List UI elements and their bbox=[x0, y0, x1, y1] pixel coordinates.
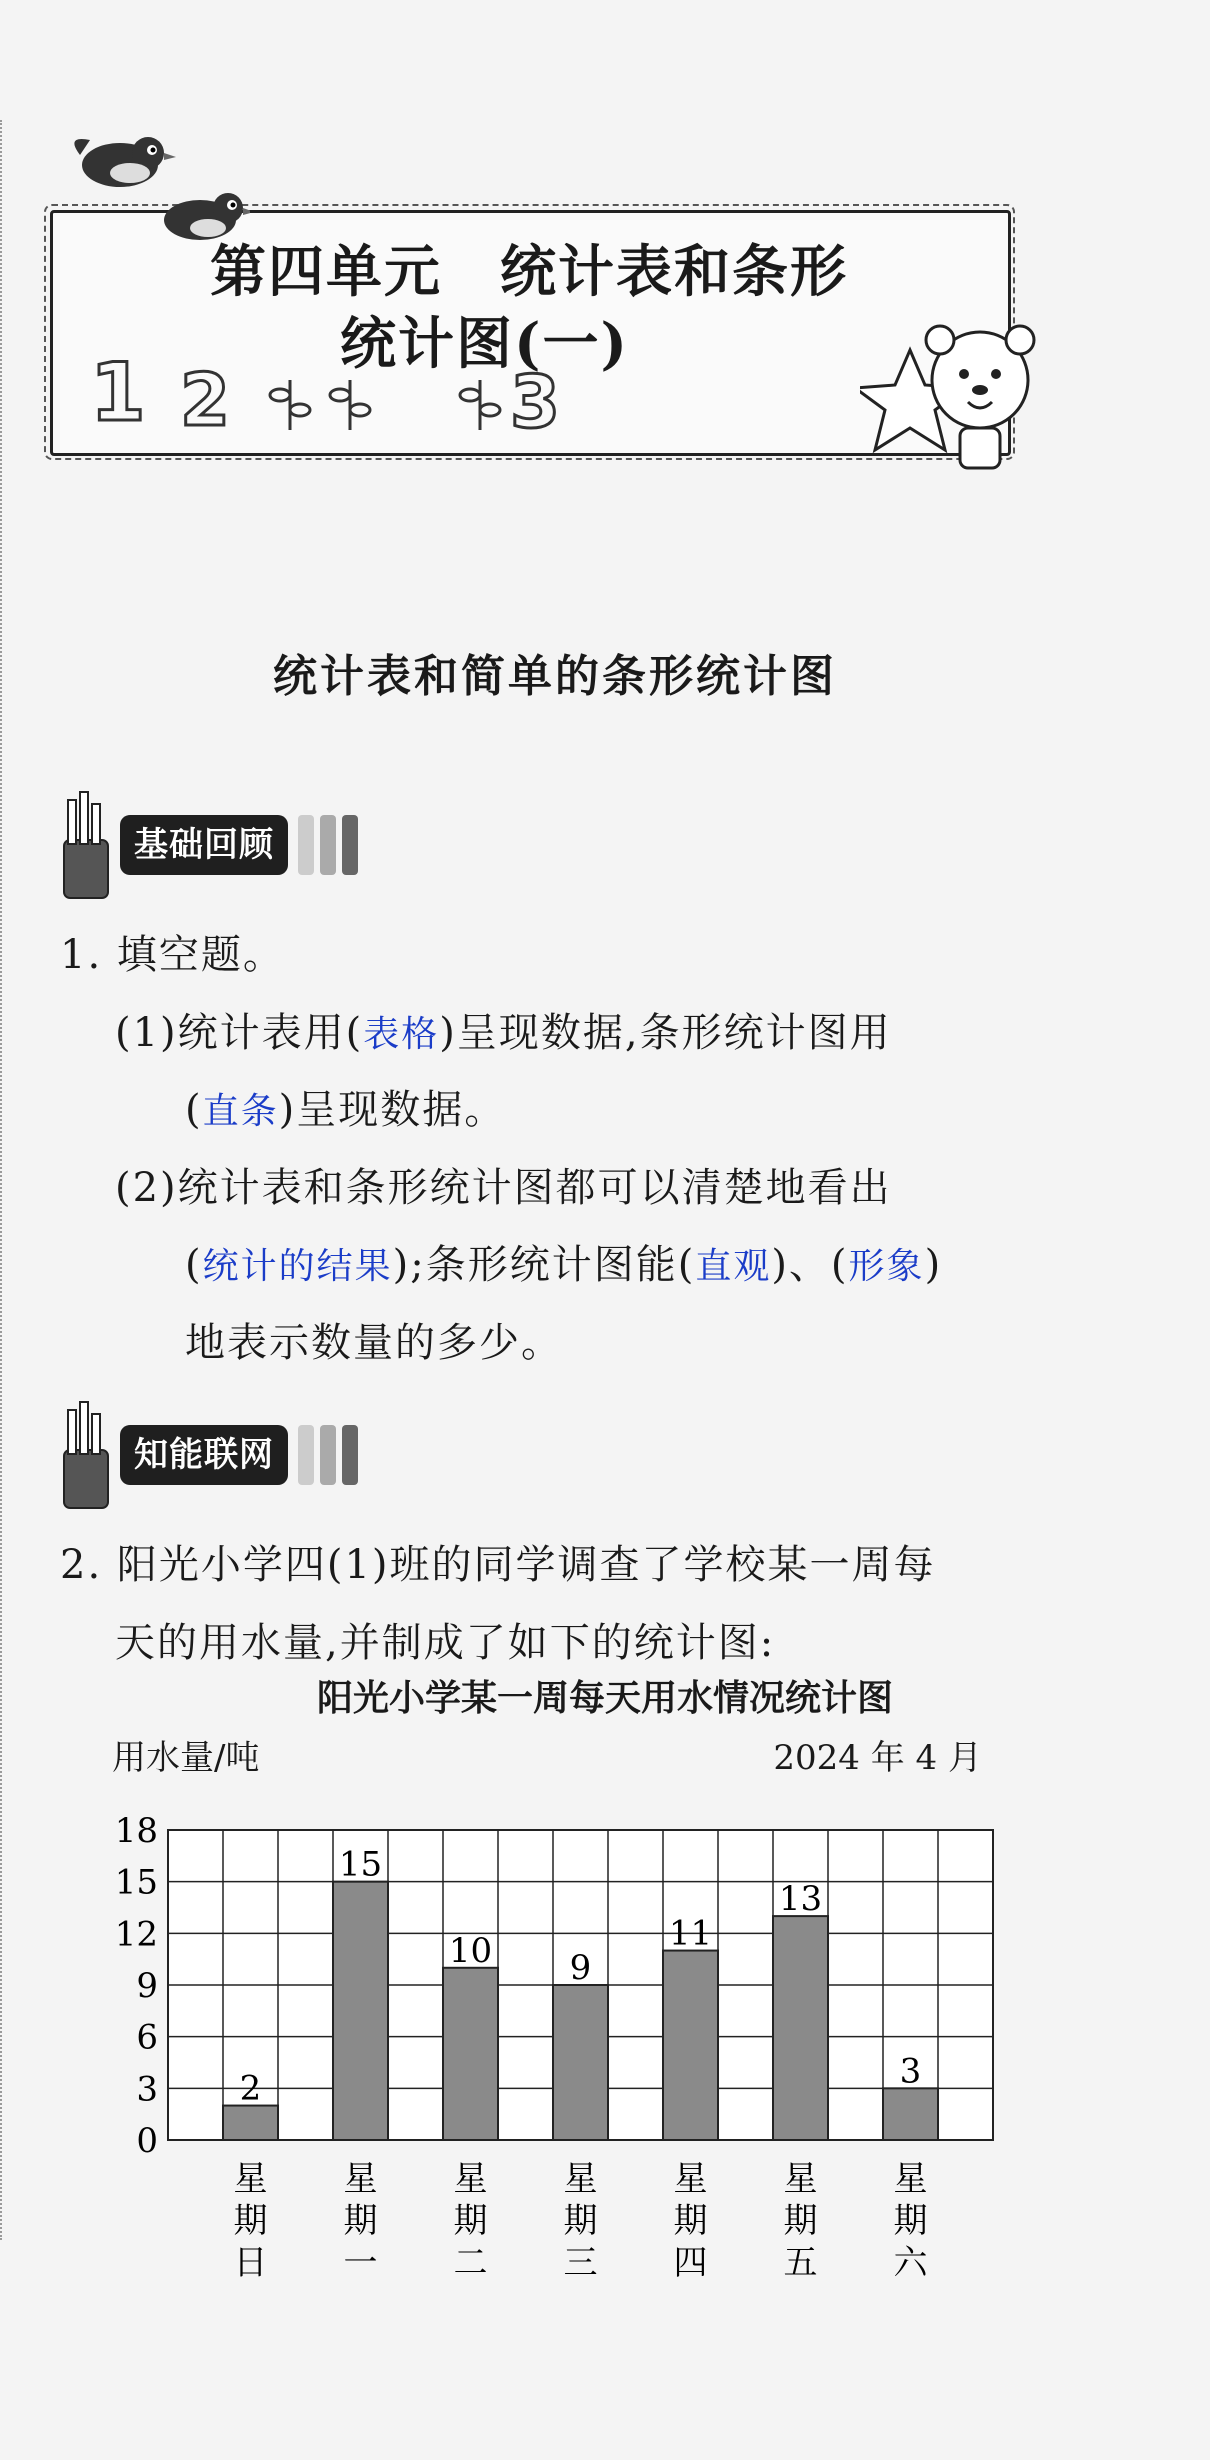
x-tick-label: 六 bbox=[893, 2243, 928, 2280]
bar bbox=[663, 1951, 718, 2140]
chart-title: 阳光小学某一周每天用水情况统计图 bbox=[316, 1678, 893, 1719]
bar bbox=[223, 2106, 278, 2140]
x-tick-label: 期 bbox=[233, 2201, 268, 2241]
page-fold-line bbox=[0, 120, 4, 2240]
x-tick-label: 期 bbox=[343, 2201, 378, 2241]
bar bbox=[553, 1985, 608, 2140]
answer: 直观 bbox=[695, 1246, 772, 1287]
x-tick-label: 星 bbox=[563, 2159, 598, 2199]
bar bbox=[443, 1968, 498, 2140]
answer: 直条 bbox=[202, 1091, 279, 1132]
review-badge bbox=[58, 790, 388, 900]
section-title: 统计表和简单的条形统计图 bbox=[273, 651, 837, 702]
pencil-cup-icon bbox=[58, 1400, 118, 1510]
badge-label: 知能联网 bbox=[120, 1425, 288, 1485]
bar-value-label: 15 bbox=[338, 1844, 383, 1885]
q1-part2-line3: 地表示数量的多少。 bbox=[185, 1320, 563, 1366]
y-tick-label: 3 bbox=[136, 2069, 158, 2110]
x-tick-label: 期 bbox=[893, 2201, 928, 2241]
q1-intro: 1. 填空题。 bbox=[60, 932, 285, 978]
x-tick-label: 三 bbox=[563, 2243, 598, 2280]
x-tick-label: 四 bbox=[673, 2243, 708, 2280]
bar bbox=[773, 1916, 828, 2140]
y-tick-label: 0 bbox=[136, 2121, 158, 2161]
network-badge bbox=[58, 1400, 388, 1510]
bar-value-label: 11 bbox=[668, 1913, 713, 1954]
q1-part1-line2: (直条)呈现数据。 bbox=[185, 1087, 507, 1133]
y-tick-label: 12 bbox=[114, 1914, 158, 1955]
y-tick-label: 9 bbox=[136, 1966, 158, 2006]
x-tick-label: 星 bbox=[673, 2159, 708, 2199]
svg-text:3: 3 bbox=[510, 360, 561, 435]
y-tick-label: 6 bbox=[136, 2017, 158, 2058]
svg-text:2: 2 bbox=[180, 358, 231, 435]
unit-title-line1: 第四单元 统计表和条形 bbox=[210, 239, 848, 305]
x-tick-label: 期 bbox=[563, 2201, 598, 2241]
bar-value-label: 13 bbox=[778, 1879, 823, 1920]
bar-value-label: 10 bbox=[448, 1930, 493, 1971]
x-tick-label: 五 bbox=[783, 2243, 818, 2280]
bird-icon bbox=[74, 137, 176, 187]
q1-part2-line1: (2)统计表和条形统计图都可以清楚地看出 bbox=[115, 1165, 892, 1211]
y-axis-label: 用水量/吨 bbox=[112, 1738, 260, 1778]
sprout-icon bbox=[270, 380, 500, 430]
x-tick-label: 星 bbox=[343, 2159, 378, 2199]
x-tick-label: 期 bbox=[673, 2201, 708, 2241]
answer: 形象 bbox=[848, 1246, 925, 1287]
y-tick-label: 15 bbox=[114, 1862, 158, 1903]
x-tick-label: 星 bbox=[783, 2159, 818, 2199]
bar bbox=[333, 1882, 388, 2140]
x-tick-label: 期 bbox=[453, 2201, 488, 2241]
badge-label: 基础回顾 bbox=[120, 815, 288, 875]
x-tick-label: 星 bbox=[453, 2159, 488, 2199]
q2-line2: 天的用水量,并制成了如下的统计图: bbox=[115, 1620, 776, 1666]
bar-value-label: 9 bbox=[569, 1948, 592, 1988]
x-tick-label: 期 bbox=[783, 2201, 818, 2241]
numbers-decoration bbox=[80, 355, 620, 435]
q1-part1-line1: (1)统计表用(表格)呈现数据,条形统计图用 bbox=[115, 1010, 892, 1056]
x-tick-label: 一 bbox=[343, 2243, 378, 2280]
x-tick-label: 二 bbox=[453, 2243, 488, 2280]
stripe-decoration bbox=[298, 1425, 378, 1485]
x-tick-label: 星 bbox=[233, 2159, 268, 2199]
x-tick-label: 日 bbox=[233, 2243, 268, 2280]
svg-text:1: 1 bbox=[90, 355, 146, 435]
unit-title-line2: 统计图(一) bbox=[340, 311, 629, 377]
bar bbox=[883, 2088, 938, 2140]
answer: 统计的结果 bbox=[202, 1246, 393, 1287]
y-tick-label: 18 bbox=[114, 1811, 158, 1851]
date-note: 2024 年 4 月 bbox=[773, 1738, 982, 1778]
stripe-decoration bbox=[298, 815, 378, 875]
q1-part2-line2: (统计的结果);条形统计图能(直观)、(形象) bbox=[185, 1242, 943, 1288]
pencil-cup-icon bbox=[58, 790, 118, 900]
x-tick-label: 星 bbox=[893, 2159, 928, 2199]
bear-illustration bbox=[860, 310, 1060, 480]
bar-value-label: 3 bbox=[899, 2051, 922, 2092]
bar-chart bbox=[60, 1780, 1020, 2280]
answer: 表格 bbox=[363, 1014, 440, 1055]
q2-line1: 2. 阳光小学四(1)班的同学调查了学校某一周每 bbox=[60, 1542, 936, 1588]
bar-value-label: 2 bbox=[239, 2068, 262, 2109]
